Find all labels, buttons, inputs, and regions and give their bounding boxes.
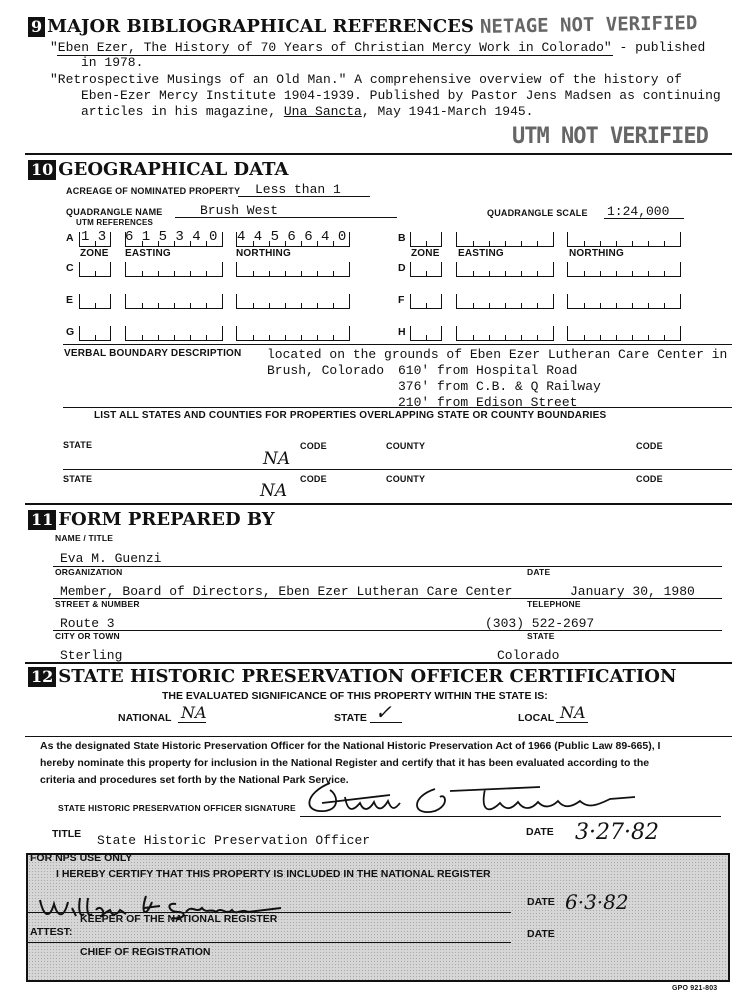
gpo-footer: GPO 921-803 bbox=[672, 985, 718, 992]
section-12-heading bbox=[28, 666, 676, 687]
utm-c-zone-box bbox=[79, 262, 111, 277]
quad-scale-underline bbox=[604, 218, 684, 219]
section-12-title: STATE HISTORIC PRESERVATION OFFICER CERTIFICATION bbox=[58, 666, 677, 687]
section-10-heading bbox=[28, 159, 288, 180]
certification-line1: As the designated State Historic Preservation Officer for the National Historic Preservation Act of 1966 (Public Law 89-665), I bbox=[40, 740, 661, 752]
verbal-line1: located on the grounds of Eben Ezer Lutheran Care Center in bbox=[267, 347, 728, 362]
ref2-line3-c: , May 1941-March 1945. bbox=[361, 104, 534, 119]
title-value-12: State Historic Preservation Officer bbox=[97, 833, 371, 848]
verbal-boundary-label: VERBAL BOUNDARY DESCRIPTION bbox=[64, 348, 242, 359]
overlap-rule-1 bbox=[63, 469, 732, 470]
significance-rule bbox=[25, 736, 732, 737]
title-label-12: TITLE bbox=[52, 828, 82, 840]
utm-f-east-box bbox=[456, 294, 554, 309]
quad-scale-label: QUADRANGLE SCALE bbox=[487, 208, 588, 218]
national-underline bbox=[178, 722, 206, 723]
state-label-11: STATE bbox=[527, 631, 555, 641]
stamp-utm-not-verified: UTM NOT VERIFIED bbox=[512, 124, 708, 149]
section-divider-10-11 bbox=[25, 503, 732, 505]
section-11-heading bbox=[28, 509, 275, 530]
ref1-line1: "Eben Ezer, The History of 70 Years of Christian Mercy Work in Colorado" - published bbox=[50, 40, 706, 55]
certification-line2: hereby nominate this property for inclusion in the National Register and certify that it has been evaluated according to the bbox=[40, 757, 650, 769]
shpo-signature-rule bbox=[300, 816, 721, 817]
significance-subtitle: THE EVALUATED SIGNIFICANCE OF THIS PROPERTY WITHIN THE STATE IS: bbox=[162, 690, 548, 702]
utm-a-zone: 1 3 bbox=[81, 229, 107, 245]
code-label-1: CODE bbox=[300, 441, 327, 451]
section-9-number: 9 bbox=[28, 17, 45, 37]
section-divider-11-12 bbox=[25, 662, 732, 664]
utm-h-zone-box bbox=[410, 326, 442, 341]
verbal-line2b: 610' from Hospital Road bbox=[398, 363, 578, 378]
nps-date-value: 6·3·82 bbox=[565, 890, 629, 914]
state-value-11: Colorado bbox=[497, 648, 560, 663]
section-divider-9-10 bbox=[25, 153, 732, 155]
utm-row-b: B bbox=[398, 232, 406, 244]
street-rule bbox=[53, 630, 722, 631]
code-label-3: CODE bbox=[300, 474, 327, 484]
organization-value: Member, Board of Directors, Eben Ezer Lutheran Care Center bbox=[60, 584, 513, 599]
street-value: Route 3 bbox=[60, 616, 115, 631]
state-underline bbox=[370, 722, 402, 723]
ref2-line3 bbox=[81, 104, 534, 119]
code-label-4: CODE bbox=[636, 474, 663, 484]
telephone-label: TELEPHONE bbox=[527, 599, 581, 609]
utm-b-east-box bbox=[456, 232, 554, 247]
stamp-acreage-not-verified: NETAGE NOT VERIFIED bbox=[479, 12, 698, 38]
ref2-line2: Eben-Ezer Mercy Institute 1904-1939. Published by Pastor Jens Madsen as continuing bbox=[81, 88, 721, 103]
utm-row-h: H bbox=[398, 326, 406, 338]
utm-e-north-box bbox=[236, 294, 350, 309]
utm-h-east-box bbox=[456, 326, 554, 341]
national-label: NATIONAL bbox=[118, 712, 172, 724]
organization-label: ORGANIZATION bbox=[55, 567, 123, 577]
county-label-2: COUNTY bbox=[386, 474, 426, 484]
name-title-label: NAME / TITLE bbox=[55, 533, 114, 543]
col-zone-right: ZONE bbox=[411, 248, 440, 259]
na-handwritten-1: NA bbox=[263, 449, 291, 469]
attest-rule bbox=[28, 942, 511, 943]
col-northing-left: NORTHING bbox=[236, 248, 291, 259]
utm-row-a: A bbox=[66, 232, 74, 244]
state-level-label: STATE bbox=[334, 712, 367, 724]
nps-date2-label: DATE bbox=[527, 928, 555, 940]
utm-c-east-box bbox=[125, 262, 223, 277]
name-rule bbox=[53, 566, 722, 567]
utm-a-northing: 4 4 5 6 6 4 0 bbox=[237, 229, 347, 245]
nps-use-only-label: FOR NPS USE ONLY bbox=[30, 852, 133, 864]
telephone-value: (303) 522-2697 bbox=[485, 616, 595, 631]
utm-g-zone-box bbox=[79, 326, 111, 341]
date-label-11: DATE bbox=[527, 567, 551, 577]
section-10-title: GEOGRAPHICAL DATA bbox=[58, 159, 289, 180]
utm-bottom-rule bbox=[63, 344, 732, 345]
utm-d-east-box bbox=[456, 262, 554, 277]
utm-a-easting: 6 1 5 3 4 0 bbox=[125, 229, 218, 245]
ref2-line1: "Retrospective Musings of an Old Man." A comprehensive overview of the history of bbox=[50, 72, 682, 87]
utm-h-north-box bbox=[567, 326, 681, 341]
utm-row-d: D bbox=[398, 262, 406, 274]
organization-rule bbox=[53, 598, 722, 599]
utm-g-east-box bbox=[125, 326, 223, 341]
utm-row-g: G bbox=[66, 326, 75, 338]
city-value: Sterling bbox=[60, 648, 123, 663]
state-label-1: STATE bbox=[63, 440, 93, 450]
local-label: LOCAL bbox=[518, 712, 555, 724]
shpo-signature bbox=[300, 775, 640, 820]
col-zone-left: ZONE bbox=[80, 248, 109, 259]
keeper-label: KEEPER OF THE NATIONAL REGISTER bbox=[80, 913, 278, 925]
utm-d-north-box bbox=[567, 262, 681, 277]
verbal-line4: 210' from Edison Street bbox=[398, 395, 578, 410]
utm-b-north-box bbox=[567, 232, 681, 247]
county-label-1: COUNTY bbox=[386, 441, 426, 451]
ref1-line2: in 1978. bbox=[81, 55, 144, 70]
utm-g-north-box bbox=[236, 326, 350, 341]
shpo-signature-label: STATE HISTORIC PRESERVATION OFFICER SIGNATURE bbox=[58, 803, 296, 813]
section-11-number: 11 bbox=[28, 510, 56, 530]
date-value-12: 3·27·82 bbox=[575, 820, 659, 845]
utm-row-c: C bbox=[66, 262, 74, 274]
col-northing-right: NORTHING bbox=[569, 248, 624, 259]
utm-f-north-box bbox=[567, 294, 681, 309]
utm-d-zone-box bbox=[410, 262, 442, 277]
local-value: NA bbox=[560, 703, 586, 722]
street-label: STREET & NUMBER bbox=[55, 599, 140, 609]
code-label-2: CODE bbox=[636, 441, 663, 451]
col-easting-left: EASTING bbox=[125, 248, 171, 259]
section-11-title: FORM PREPARED BY bbox=[58, 509, 275, 530]
utm-e-zone-box bbox=[79, 294, 111, 309]
state-label-2: STATE bbox=[63, 474, 93, 484]
utm-e-east-box bbox=[125, 294, 223, 309]
ref2-magazine-title: Una Sancta bbox=[283, 104, 362, 119]
utm-row-e: E bbox=[66, 294, 74, 306]
verbal-bottom-rule bbox=[63, 407, 732, 408]
quad-name-label: QUADRANGLE NAME bbox=[66, 207, 163, 217]
quad-name-underline bbox=[175, 217, 397, 218]
local-underline bbox=[556, 722, 588, 723]
na-handwritten-2: NA bbox=[260, 481, 288, 501]
utm-refs-label: UTM REFERENCES bbox=[76, 218, 154, 227]
utm-c-north-box bbox=[236, 262, 350, 277]
acreage-value: Less than 1 bbox=[255, 182, 341, 197]
date-value-11: January 30, 1980 bbox=[570, 584, 695, 599]
verbal-line2a: Brush, Colorado bbox=[267, 363, 385, 378]
utm-b-zone-box bbox=[410, 232, 442, 247]
date-label-12: DATE bbox=[526, 826, 554, 838]
national-value: NA bbox=[181, 703, 207, 722]
ref2-line3-a: articles in his magazine, bbox=[81, 104, 284, 119]
utm-row-f: F bbox=[398, 294, 405, 306]
section-9-title: MAJOR BIBLIOGRAPHICAL REFERENCES bbox=[47, 16, 474, 37]
state-check-mark: ✓ bbox=[375, 700, 392, 724]
name-title-value: Eva M. Guenzi bbox=[60, 551, 162, 566]
acreage-underline bbox=[238, 196, 370, 197]
quad-name-value: Brush West bbox=[200, 203, 279, 218]
attest-label: ATTEST: bbox=[30, 926, 73, 938]
section-9-heading bbox=[28, 16, 474, 37]
certification-line3: criteria and procedures set forth by the National Park Service. bbox=[40, 774, 349, 786]
chief-registration-label: CHIEF OF REGISTRATION bbox=[80, 946, 211, 958]
section-12-number: 12 bbox=[28, 667, 56, 687]
nps-date-label: DATE bbox=[527, 896, 555, 908]
quad-scale-value: 1:24,000 bbox=[607, 204, 670, 219]
section-10-number: 10 bbox=[28, 160, 56, 180]
utm-f-zone-box bbox=[410, 294, 442, 309]
col-easting-right: EASTING bbox=[458, 248, 504, 259]
overlap-list-label: LIST ALL STATES AND COUNTIES FOR PROPERTIES OVERLAPPING STATE OR COUNTY BOUNDARIES bbox=[94, 410, 607, 421]
verbal-line3: 376' from C.B. & Q Railway bbox=[398, 379, 601, 394]
nps-certify-statement: I HEREBY CERTIFY THAT THIS PROPERTY IS INCLUDED IN THE NATIONAL REGISTER bbox=[56, 868, 491, 880]
city-label: CITY OR TOWN bbox=[55, 631, 120, 641]
acreage-label: ACREAGE OF NOMINATED PROPERTY bbox=[66, 186, 241, 196]
